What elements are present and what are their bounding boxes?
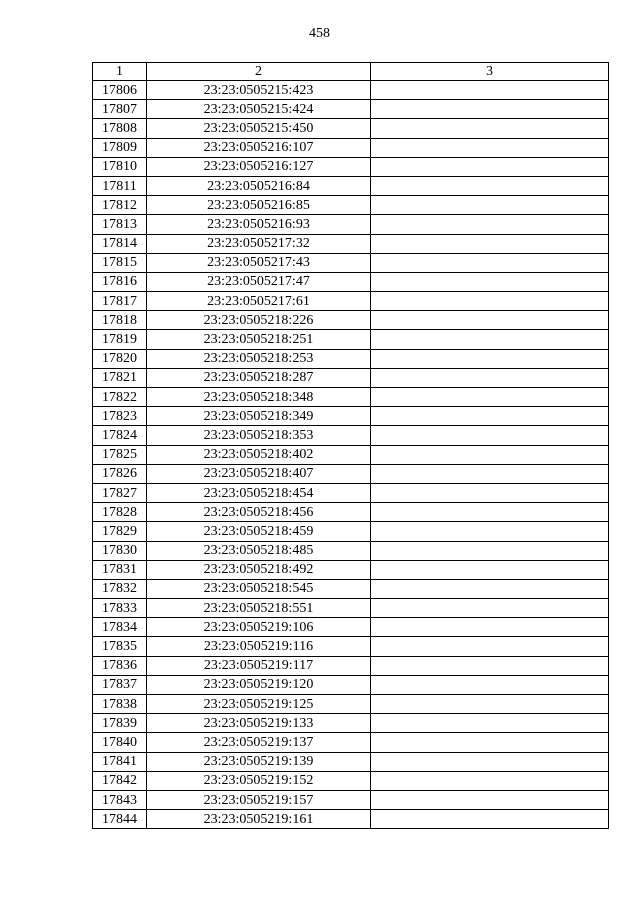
table-row	[93, 599, 609, 618]
row-number-cell: 17837	[93, 675, 147, 694]
table-row	[93, 388, 609, 407]
cadastral-number-cell: 23:23:0505215:450	[147, 119, 371, 138]
table-row	[93, 560, 609, 579]
note-cell	[371, 330, 609, 349]
cadastral-number-cell: 23:23:0505218:545	[147, 579, 371, 598]
note-cell	[371, 560, 609, 579]
cadastral-number-cell: 23:23:0505219:157	[147, 790, 371, 809]
row-number-cell: 17835	[93, 637, 147, 656]
note-cell	[371, 176, 609, 195]
table-row	[93, 311, 609, 330]
cadastral-number-cell: 23:23:0505218:287	[147, 368, 371, 387]
table-row	[93, 637, 609, 656]
row-number-cell: 17823	[93, 407, 147, 426]
note-cell	[371, 407, 609, 426]
table-row	[93, 215, 609, 234]
cadastral-number-cell: 23:23:0505219:106	[147, 618, 371, 637]
note-cell	[371, 100, 609, 119]
cadastral-number-cell: 23:23:0505218:454	[147, 483, 371, 502]
table-row	[93, 695, 609, 714]
cadastral-number-cell: 23:23:0505219:125	[147, 695, 371, 714]
cadastral-number-cell: 23:23:0505218:253	[147, 349, 371, 368]
note-cell	[371, 426, 609, 445]
table-row	[93, 196, 609, 215]
row-number-cell: 17807	[93, 100, 147, 119]
row-number-cell: 17832	[93, 579, 147, 598]
note-cell	[371, 579, 609, 598]
table-row	[93, 119, 609, 138]
cadastral-number-cell: 23:23:0505218:226	[147, 311, 371, 330]
cadastral-number-cell: 23:23:0505219:120	[147, 675, 371, 694]
table-row	[93, 771, 609, 790]
note-cell	[371, 503, 609, 522]
row-number-cell: 17828	[93, 503, 147, 522]
note-cell	[371, 215, 609, 234]
note-cell	[371, 714, 609, 733]
cadastral-number-cell: 23:23:0505218:353	[147, 426, 371, 445]
note-cell	[371, 752, 609, 771]
row-number-cell: 17844	[93, 810, 147, 829]
table-row	[93, 368, 609, 387]
row-number-cell: 17826	[93, 464, 147, 483]
note-cell	[371, 311, 609, 330]
column-header-3: 3	[371, 63, 609, 81]
note-cell	[371, 771, 609, 790]
row-number-cell: 17812	[93, 196, 147, 215]
cadastral-number-cell: 23:23:0505219:152	[147, 771, 371, 790]
row-number-cell: 17836	[93, 656, 147, 675]
cadastral-number-cell: 23:23:0505218:459	[147, 522, 371, 541]
table-row	[93, 810, 609, 829]
note-cell	[371, 253, 609, 272]
row-number-cell: 17825	[93, 445, 147, 464]
table-row	[93, 253, 609, 272]
row-number-cell: 17822	[93, 388, 147, 407]
row-number-cell: 17814	[93, 234, 147, 253]
table-row	[93, 541, 609, 560]
row-number-cell: 17829	[93, 522, 147, 541]
note-cell	[371, 790, 609, 809]
table-row	[93, 157, 609, 176]
table-row	[93, 522, 609, 541]
row-number-cell: 17841	[93, 752, 147, 771]
cadastral-number-cell: 23:23:0505219:161	[147, 810, 371, 829]
note-cell	[371, 618, 609, 637]
note-cell	[371, 292, 609, 311]
table-row	[93, 579, 609, 598]
table-row	[93, 503, 609, 522]
row-number-cell: 17831	[93, 560, 147, 579]
row-number-cell: 17839	[93, 714, 147, 733]
table-row	[93, 407, 609, 426]
table-row	[93, 426, 609, 445]
row-number-cell: 17820	[93, 349, 147, 368]
note-cell	[371, 349, 609, 368]
table-row	[93, 100, 609, 119]
cadastral-number-cell: 23:23:0505218:349	[147, 407, 371, 426]
table-row	[93, 272, 609, 291]
cadastral-number-cell: 23:23:0505216:127	[147, 157, 371, 176]
cadastral-number-cell: 23:23:0505218:348	[147, 388, 371, 407]
row-number-cell: 17842	[93, 771, 147, 790]
note-cell	[371, 656, 609, 675]
column-header-1: 1	[93, 63, 147, 81]
table-row	[93, 138, 609, 157]
table-row	[93, 483, 609, 502]
page-number: 458	[309, 26, 330, 41]
table-row	[93, 349, 609, 368]
cadastral-number-cell: 23:23:0505216:93	[147, 215, 371, 234]
table-row	[93, 733, 609, 752]
cadastral-number-cell: 23:23:0505216:85	[147, 196, 371, 215]
note-cell	[371, 637, 609, 656]
note-cell	[371, 368, 609, 387]
cadastral-number-cell: 23:23:0505216:107	[147, 138, 371, 157]
row-number-cell: 17840	[93, 733, 147, 752]
row-number-cell: 17843	[93, 790, 147, 809]
note-cell	[371, 675, 609, 694]
cadastral-number-cell: 23:23:0505218:551	[147, 599, 371, 618]
note-cell	[371, 234, 609, 253]
row-number-cell: 17827	[93, 483, 147, 502]
cadastral-number-cell: 23:23:0505217:61	[147, 292, 371, 311]
row-number-cell: 17809	[93, 138, 147, 157]
row-number-cell: 17810	[93, 157, 147, 176]
note-cell	[371, 272, 609, 291]
note-cell	[371, 157, 609, 176]
table-row	[93, 176, 609, 195]
note-cell	[371, 445, 609, 464]
cadastral-number-cell: 23:23:0505217:43	[147, 253, 371, 272]
table-row	[93, 330, 609, 349]
table-row	[93, 618, 609, 637]
note-cell	[371, 119, 609, 138]
cadastral-number-cell: 23:23:0505219:139	[147, 752, 371, 771]
note-cell	[371, 733, 609, 752]
table-row	[93, 714, 609, 733]
table-row	[93, 445, 609, 464]
row-number-cell: 17821	[93, 368, 147, 387]
row-number-cell: 17819	[93, 330, 147, 349]
cadastral-number-cell: 23:23:0505218:251	[147, 330, 371, 349]
row-number-cell: 17818	[93, 311, 147, 330]
note-cell	[371, 483, 609, 502]
note-cell	[371, 464, 609, 483]
cadastral-number-cell: 23:23:0505218:407	[147, 464, 371, 483]
table-row	[93, 675, 609, 694]
cadastral-number-cell: 23:23:0505216:84	[147, 176, 371, 195]
cadastral-number-cell: 23:23:0505219:117	[147, 656, 371, 675]
table-row	[93, 656, 609, 675]
cadastral-number-cell: 23:23:0505219:116	[147, 637, 371, 656]
header-row	[93, 63, 609, 81]
cadastral-number-cell: 23:23:0505218:485	[147, 541, 371, 560]
row-number-cell: 17838	[93, 695, 147, 714]
row-number-cell: 17817	[93, 292, 147, 311]
note-cell	[371, 810, 609, 829]
table-row	[93, 790, 609, 809]
cadastral-number-cell: 23:23:0505218:402	[147, 445, 371, 464]
cadastral-number-cell: 23:23:0505219:137	[147, 733, 371, 752]
row-number-cell: 17830	[93, 541, 147, 560]
note-cell	[371, 138, 609, 157]
note-cell	[371, 196, 609, 215]
row-number-cell: 17811	[93, 176, 147, 195]
table-row	[93, 464, 609, 483]
note-cell	[371, 81, 609, 100]
note-cell	[371, 522, 609, 541]
row-number-cell: 17833	[93, 599, 147, 618]
row-number-cell: 17813	[93, 215, 147, 234]
cadastral-number-cell: 23:23:0505218:456	[147, 503, 371, 522]
table-row	[93, 234, 609, 253]
row-number-cell: 17816	[93, 272, 147, 291]
note-cell	[371, 599, 609, 618]
row-number-cell: 17808	[93, 119, 147, 138]
cadastral-number-cell: 23:23:0505218:492	[147, 560, 371, 579]
note-cell	[371, 388, 609, 407]
row-number-cell: 17834	[93, 618, 147, 637]
table-row	[93, 752, 609, 771]
cadastral-number-cell: 23:23:0505217:32	[147, 234, 371, 253]
cadastral-number-cell: 23:23:0505215:424	[147, 100, 371, 119]
cadastral-number-cell: 23:23:0505215:423	[147, 81, 371, 100]
table-row	[93, 81, 609, 100]
row-number-cell: 17824	[93, 426, 147, 445]
cadastral-number-cell: 23:23:0505217:47	[147, 272, 371, 291]
table-body	[93, 81, 609, 829]
note-cell	[371, 541, 609, 560]
column-header-2: 2	[147, 63, 371, 81]
row-number-cell: 17815	[93, 253, 147, 272]
cadastral-number-cell: 23:23:0505219:133	[147, 714, 371, 733]
row-number-cell: 17806	[93, 81, 147, 100]
note-cell	[371, 695, 609, 714]
table-row	[93, 292, 609, 311]
registry-table	[92, 62, 609, 829]
